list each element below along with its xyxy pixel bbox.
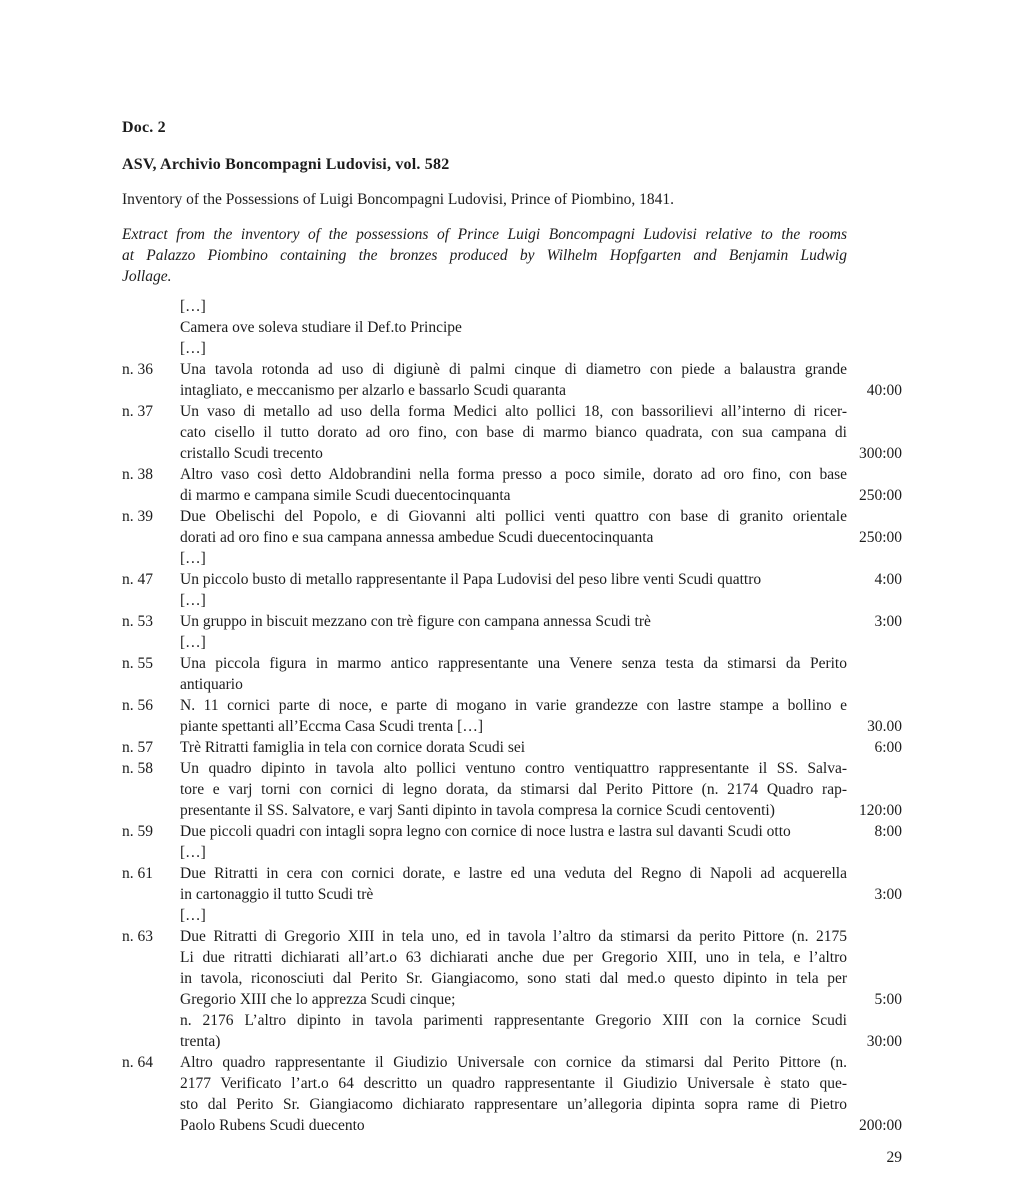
inventory-entry [122,695,902,737]
page-content [122,117,902,1168]
inventory-entry [122,506,902,548]
text-line: […] [180,340,206,357]
entry-text [180,863,847,905]
inventory-entry [122,464,902,506]
entry-number: n. 58 [122,760,153,777]
entry-number: n. 47 [122,571,153,588]
inventory-entry [122,863,902,905]
text-line: N. 11 cornici parte di noce, e parte di mogano in varie grandezze con lastre stampe a bollino e [180,697,847,714]
entry-number: n. 64 [122,1054,153,1071]
inventory-list [122,296,902,1136]
inventory-entry [122,905,902,926]
inventory-entry [122,317,902,338]
entry-amount: 6:00 [874,739,902,756]
text-line: Altro quadro rappresentante il Giudizio Universale con cornice da stimarsi dal Perito Pittore (n. [180,1054,847,1071]
entry-text [180,611,847,632]
entry-text [180,401,847,464]
entry-text [180,905,847,926]
entry-amount: 5:00 [874,991,902,1008]
entry-number: n. 53 [122,613,153,630]
inventory-entry [122,548,902,569]
inventory-entry [122,611,902,632]
extract-note [122,224,847,287]
text-line: in cartonaggio il tutto Scudi trè [180,886,374,903]
entry-number: n. 37 [122,403,153,420]
entry-number: n. 36 [122,361,153,378]
text-line: Trè Ritratti famiglia in tela con cornice dorata Scudi sei [180,739,526,756]
text-line: Li due ritratti dichiarati all’art.o 63 dichiarati anche due per Gregorio XIII, uno in tela, e l’altro [180,949,847,966]
inventory-title: Inventory of the Possessions of Luigi Boncompagni Ludovisi, Prince of Piombino, 1841. [122,191,674,208]
entry-number: n. 39 [122,508,153,525]
text-line: piante spettanti all’Eccma Casa Scudi trenta […] [180,718,483,735]
entry-text [180,296,847,317]
text-line: […] [180,634,206,651]
text-line: intagliato, e meccanismo per alzarlo e bassarlo Scudi quaranta [180,382,567,399]
entry-amount: 30.00 [867,718,902,735]
entry-number: n. 61 [122,865,153,882]
doc-label: Doc. 2 [122,119,166,136]
inventory-entry [122,359,902,401]
inventory-entry [122,926,902,1010]
text-line: di marmo e campana simile Scudi duecentocinquanta [180,487,511,504]
entry-text [180,653,847,695]
text-line: sto dal Perito Sr. Giangiacomo dichiarato rappresentare un’allegoria dipinta sopra rame di Pietro [180,1096,847,1113]
inventory-entry [122,737,902,758]
entry-number: n. 57 [122,739,153,756]
entry-amount: 40:00 [866,382,902,399]
page-footer [122,1147,902,1168]
text-line: […] [180,550,206,567]
inventory-entry [122,296,902,317]
entry-number: n. 59 [122,823,153,840]
entry-text [180,338,847,359]
text-line: Una tavola rotonda ad uso di digiunè di palmi cinque di diametro con piede a balaustra grande [180,361,847,378]
text-line: […] [180,592,206,609]
entry-text [180,695,847,737]
text-line: cato cisello il tutto dorato ad oro fino, con base di marmo bianco quadrata, con sua campana di [180,424,847,441]
text-line: […] [180,298,206,315]
entry-text [180,632,847,653]
text-line: Camera ove soleva studiare il Def.to Principe [180,319,462,336]
entry-text [180,1052,847,1136]
text-line: cristallo Scudi trecento [180,445,323,462]
entry-amount: 30:00 [866,1033,902,1050]
entry-text [180,926,847,1010]
text-line: 2177 Verificato l’art.o 64 descritto un quadro rappresentante il Giudizio Universale è stato que- [180,1075,847,1092]
entry-number: n. 63 [122,928,153,945]
text-line: Gregorio XIII che lo apprezza Scudi cinque; [180,991,456,1008]
text-line: Due Ritratti di Gregorio XIII in tela uno, ed in tavola l’altro da stimarsi da perito Pittore (n. 2175 [180,928,847,945]
text-line: antiquario [180,676,243,693]
text-line: Un quadro dipinto in tavola alto pollici ventuno contro ventiquattro rappresentante il SS. Salva- [180,760,847,777]
inventory-entry [122,590,902,611]
entry-text [180,317,847,338]
text-line: Jollage. [122,268,172,285]
entry-text [180,758,847,821]
entry-text [180,464,847,506]
entry-text [180,1010,847,1052]
entry-amount: 8:00 [874,823,902,840]
entry-text [180,506,847,548]
entry-text [180,842,847,863]
text-line: […] [180,844,206,861]
inventory-entry [122,821,902,842]
text-line: Un piccolo busto di metallo rappresentante il Papa Ludovisi del peso libre venti Scudi quattro [180,571,762,588]
inventory-entry [122,653,902,695]
inventory-entry [122,569,902,590]
inventory-entry [122,401,902,464]
inventory-entry [122,842,902,863]
entry-text [180,359,847,401]
entry-amount: 4:00 [874,571,902,588]
text-line: trenta) [180,1033,221,1050]
text-line: in tavola, riconosciuti dal Perito Sr. Giangiacomo, sono stati dal med.o questo dipinto in tela per [180,970,847,987]
entry-amount: 3:00 [874,613,902,630]
text-line: […] [180,907,206,924]
entry-amount: 250:00 [858,529,902,546]
text-line: Extract from the inventory of the possessions of Prince Luigi Boncompagni Ludovisi relative to the rooms [122,226,847,243]
entry-amount: 300:00 [858,445,902,462]
entry-text [180,548,847,569]
text-line: Due Ritratti in cera con cornici dorate, e lastre ed una veduta del Regno di Napoli ad acquerella [180,865,847,882]
entry-number: n. 56 [122,697,153,714]
text-line: Un vaso di metallo ad uso della forma Medici alto pollici 18, con bassorilievi all’interno di ricer- [180,403,847,420]
page-number: 29 [886,1149,902,1166]
text-line: Una piccola figura in marmo antico rappresentante una Venere senza testa da stimarsi da Perito [180,655,847,672]
entry-amount: 250:00 [858,487,902,504]
text-line: Paolo Rubens Scudi duecento [180,1117,365,1134]
text-line: Due piccoli quadri con intagli sopra legno con cornice di noce lustra e lastra sul davanti Scudi otto [180,823,791,840]
text-line: presentante il SS. Salvatore, e varj Santi dipinto in tavola compresa la cornice Scudi centoventi) [180,802,775,819]
entry-text [180,737,847,758]
inventory-entry [122,1010,902,1052]
entry-text [180,590,847,611]
text-line: tore e varj torni con cornici di legno dorata, da stimarsi dal Perito Pittore (n. 2174 Quadro rap- [180,781,847,798]
inventory-entry [122,338,902,359]
entry-amount: 120:00 [858,802,902,819]
inventory-entry [122,632,902,653]
text-line: dorati ad oro fino e sua campana annessa ambedue Scudi duecentocinquanta [180,529,654,546]
entry-text [180,569,847,590]
entry-text [180,821,847,842]
text-line: Due Obelischi del Popolo, e di Giovanni alti pollici venti quattro con base di granito orientale [180,508,847,525]
archive-source: ASV, Archivio Boncompagni Ludovisi, vol. 582 [122,156,450,173]
entry-number: n. 55 [122,655,153,672]
entry-amount: 3:00 [874,886,902,903]
text-line: Un gruppo in biscuit mezzano con trè figure con campana annessa Scudi trè [180,613,651,630]
text-line: at Palazzo Piombino containing the bronzes produced by Wilhelm Hopfgarten and Benjamin Ludwig [122,247,847,264]
entry-amount: 200:00 [858,1117,902,1134]
inventory-entry [122,758,902,821]
text-line: n. 2176 L’altro dipinto in tavola parimenti rappresentante Gregorio XIII con la cornice Scudi [180,1012,847,1029]
inventory-entry [122,1052,902,1136]
text-line: Altro vaso così detto Aldobrandini nella forma presso a poco simile, dorato ad oro fino, con base [180,466,847,483]
entry-number: n. 38 [122,466,153,483]
